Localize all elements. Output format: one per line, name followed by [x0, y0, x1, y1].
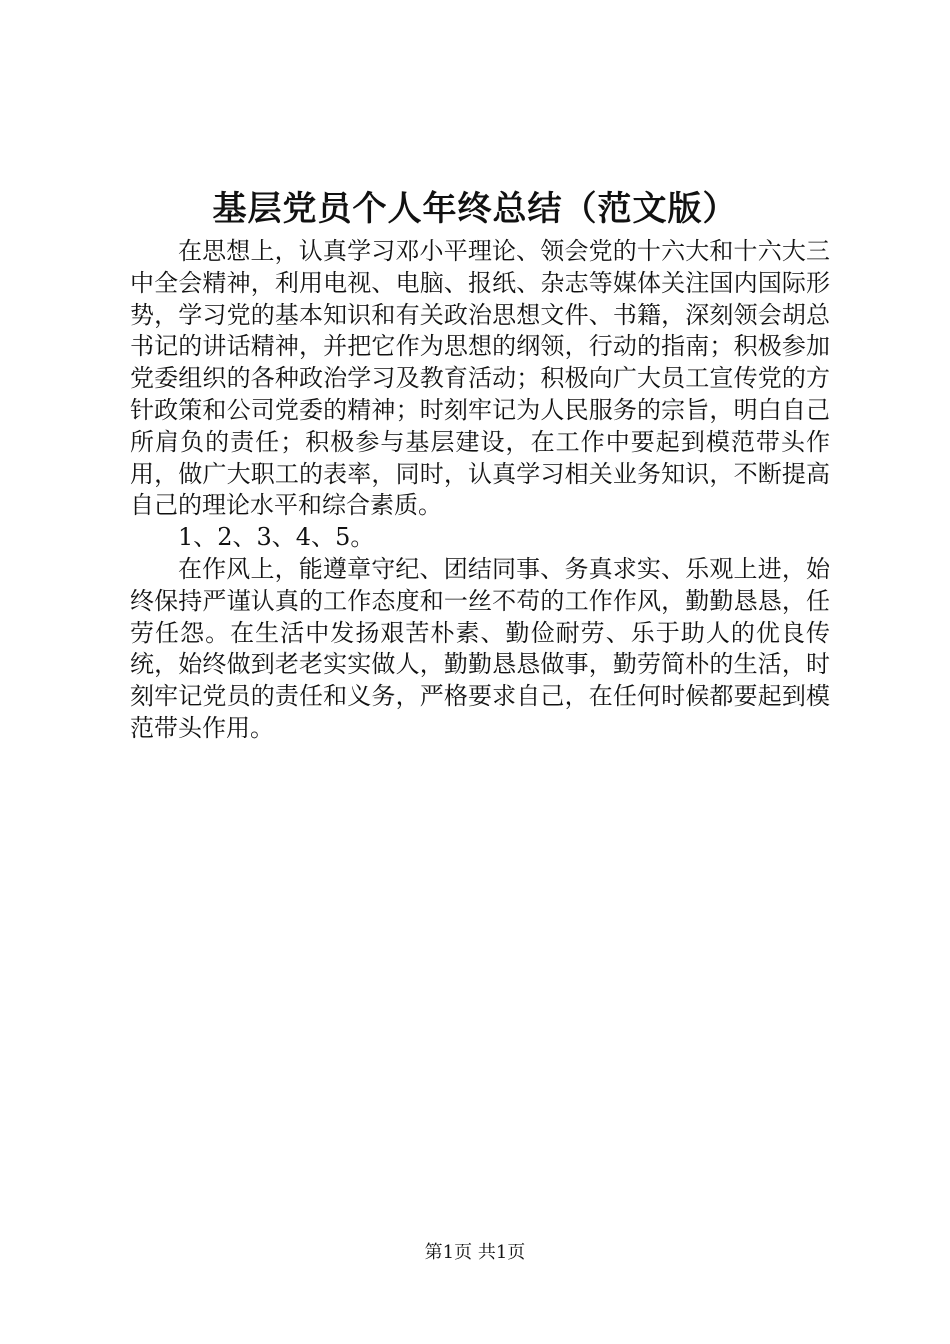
document-body — [130, 236, 830, 745]
document-title: 基层党员个人年终总结（范文版） — [212, 189, 738, 229]
paragraph-list-numbers: 1、2、3、4、5。 — [178, 523, 375, 552]
paragraph-work-style: 在作风上，能遵章守纪、团结同事、务真求实、乐观上进，始终保持严谨认真的工作态度和一丝不苟的工作作风，勤勤恳恳，任劳任怨。在生活中发扬艰苦朴素、勤俭耐劳、乐于助人的优良传统，始终做到老老实实做人，勤勤恳恳做事，勤劳简朴的生活，时刻牢记党员的责任和义务，严格要求自己，在任何时候都要起到模范带头作用。 — [130, 554, 830, 742]
paragraph-thought: 在思想上，认真学习邓小平理论、领会党的十六大和十六大三中全会精神，利用电视、电脑、报纸、杂志等媒体关注国内国际形势，学习党的基本知识和有关政治思想文件、书籍，深刻领会胡总书记的讲话精神，并把它作为思想的纲领，行动的指南；积极参加党委组织的各种政治学习及教育活动；积极向广大员工宣传党的方针政策和公司党委的精神；时刻牢记为人民服务的宗旨，明白自己所肩负的责任；积极参与基层建设，在工作中要起到模范带头作用，做广大职工的表率，同时，认真学习相关业务知识，不断提高自己的理论水平和综合素质。 — [130, 237, 830, 520]
page-footer: 第1页 共1页 — [424, 1242, 526, 1263]
